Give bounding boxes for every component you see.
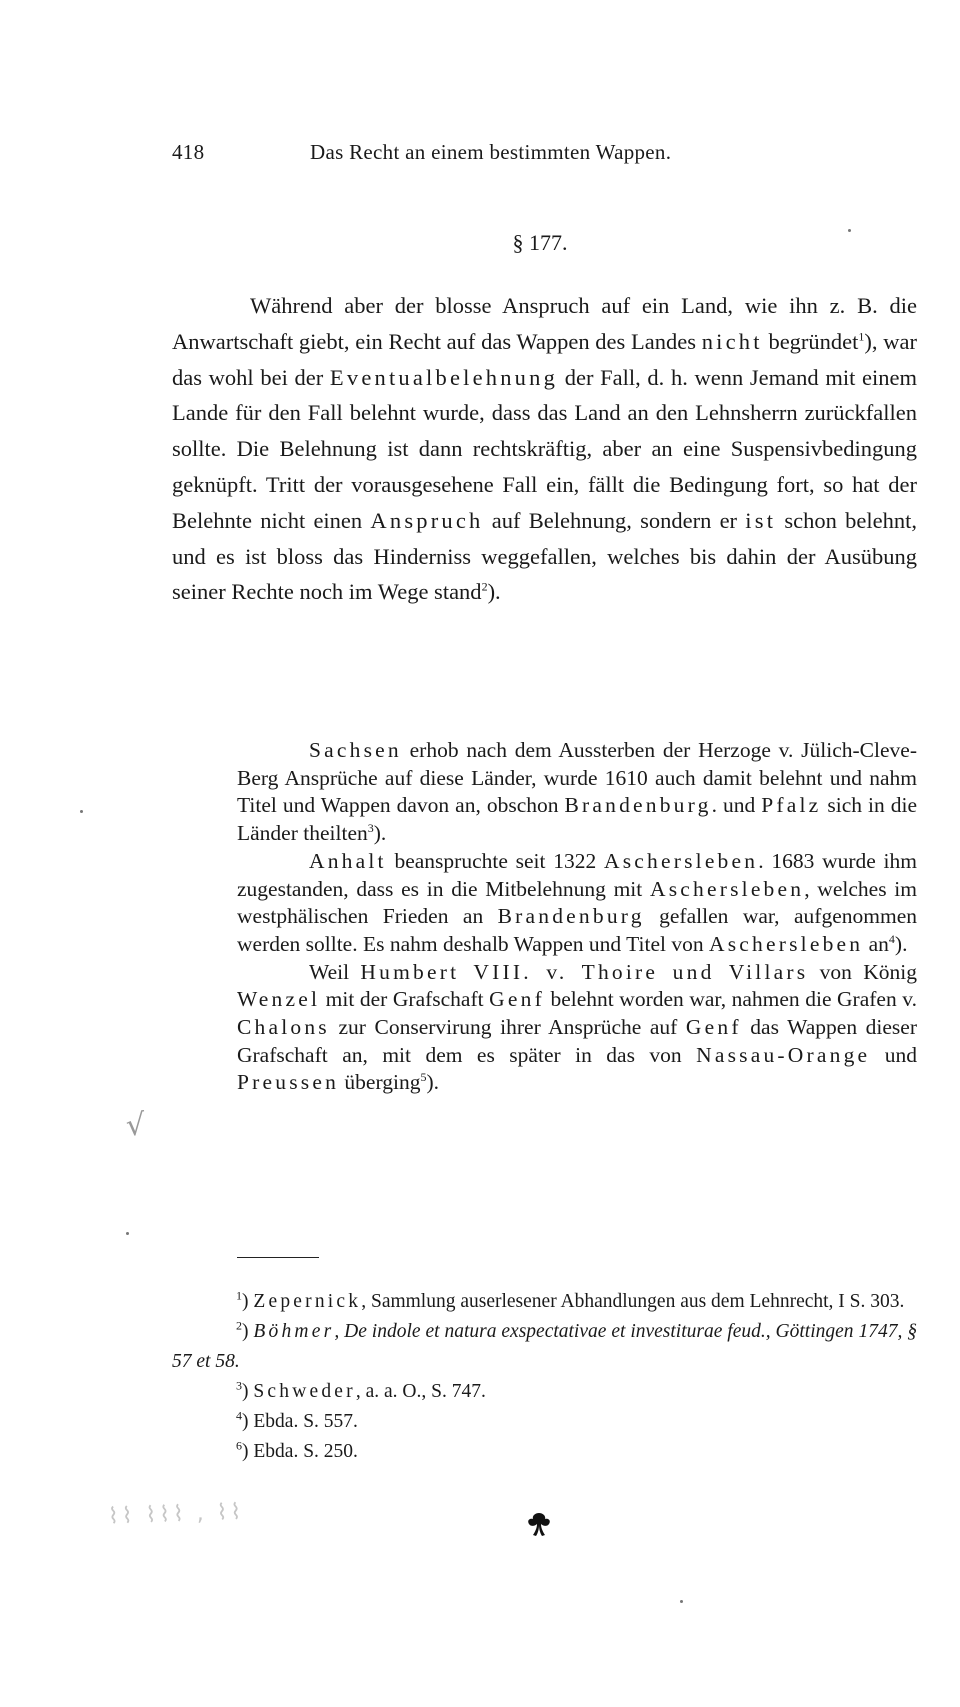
text-run: schon belehnt, und es ist bloss das Hinderniss weggefallen, welches bis dahin der Ausübung seiner Rechte noch im Wege stand <box>172 507 917 605</box>
spaced-term: ist <box>745 507 777 533</box>
fleuron-icon <box>524 1510 554 1545</box>
spaced-term: Aschersleben <box>709 931 864 956</box>
text-run: zur Conservirung ihrer Ansprüche auf <box>329 1015 686 1040</box>
text-run: an <box>863 931 889 956</box>
text-run: und <box>870 1042 917 1067</box>
footnote-ref[interactable]: 2 <box>481 579 488 594</box>
running-title: Das Recht an einem bestimmten Wappen. <box>310 140 672 164</box>
paragraph-1 <box>172 288 917 610</box>
text-run: erhob nach dem Aussterben der Herzoge v. Jülich-Cleve-Berg Ansprüche auf diese Länder, wurde 1610 auch damit belehnt und nahm Titel und Wappen davon an, obschon <box>237 738 917 818</box>
footnote-author: Böhmer <box>253 1321 335 1342</box>
footnote-marker: 3 <box>236 1378 242 1393</box>
text-run: ). <box>373 821 387 846</box>
spaced-term: Genf <box>685 1015 742 1040</box>
spaced-term: Wenzel <box>237 987 321 1012</box>
footnote-author: Schweder <box>253 1381 356 1402</box>
text-run: ). <box>426 1070 440 1095</box>
spaced-term: Chalons <box>237 1015 330 1040</box>
footnotes <box>172 1287 917 1467</box>
footnote-3: $^3$) Schweder, a. a. O., S. 747. <box>236 1378 486 1402</box>
spaced-term: Brandenburg <box>564 793 712 818</box>
paragraph-4 <box>237 959 917 1098</box>
spaced-term: Nassau-Orange <box>696 1042 871 1067</box>
footnote-ref[interactable]: 4 <box>888 931 895 946</box>
text-run: auf Belehnung, sondern er <box>483 507 746 533</box>
footnote-marker: 2 <box>236 1318 242 1333</box>
text-run: ). <box>894 931 908 956</box>
text-run: Weil <box>309 959 361 984</box>
footnote-marker: 1 <box>236 1288 242 1303</box>
text-run: ). <box>487 579 501 605</box>
footnote-text: , De indole et natura exspectativae et investiturae feud., Göttingen 1747, § 57 et 58. <box>172 1321 917 1372</box>
text-run: das Wappen dieser Grafschaft an, mit dem es später in das von <box>237 1015 917 1067</box>
footnote-ref[interactable]: 5 <box>420 1070 427 1085</box>
text-run: begründet <box>762 328 859 354</box>
footnote-text: Ebda. S. 557. <box>253 1411 358 1432</box>
paragraph-3 <box>237 848 917 959</box>
spaced-term: Pfalz <box>761 793 822 818</box>
spaced-term: Preussen <box>237 1070 340 1095</box>
footnote-marker: 4 <box>236 1408 242 1423</box>
speck <box>680 1600 683 1603</box>
footnote-5: $^6$) Ebda. S. 250. <box>236 1438 358 1462</box>
speck <box>126 1232 129 1235</box>
text-run: mit der Grafschaft <box>320 987 490 1012</box>
text-run: von König <box>808 959 918 984</box>
speck <box>848 229 851 232</box>
text-run: ), war das wohl bei der <box>172 328 917 390</box>
text-run: beanspruchte seit 1322 <box>386 848 604 873</box>
spaced-term: Aschersleben <box>603 848 759 873</box>
text-run: . 1683 wurde ihm zugestanden, dass es in die Mitbelehnung mit <box>237 848 917 901</box>
spaced-term: Humbert VIII. v. Thoire und Villars <box>360 959 809 984</box>
footnote-text: Ebda. S. 250. <box>253 1441 358 1462</box>
footnote-ref[interactable]: 3 <box>367 820 374 835</box>
footnote-4: $^4$) Ebda. S. 557. <box>236 1408 358 1432</box>
footnote-2: $^2$) Böhmer, De indole et natura exspectativae et investiturae feud., Göttingen 1747, § 57 et 58. <box>172 1318 917 1372</box>
text-run: belehnt worden war, nahmen die Grafen v. <box>544 987 917 1012</box>
text-run: überging <box>339 1070 421 1095</box>
spaced-term: nicht <box>701 328 763 354</box>
spaced-term: Genf <box>489 987 545 1012</box>
text-run: , welches im westphälischen Frieden an <box>237 876 917 929</box>
pencil-scribble: ⌇⌇ ⌇⌇⌇ , ⌇⌇ <box>107 1499 245 1530</box>
footnote-author: Zepernick <box>253 1291 362 1312</box>
text-run: . und <box>711 793 762 818</box>
text-run: Während aber der blosse Anspruch auf ein Land, wie ihn z. B. die Anwartschaft giebt, ein Recht auf das Wappen des Landes <box>172 293 917 354</box>
spaced-term: Sachsen <box>309 738 402 762</box>
speck <box>80 810 83 813</box>
paragraph-2 <box>237 737 917 848</box>
spaced-term: Aschersleben <box>649 876 805 901</box>
footnote-marker: 6 <box>236 1438 242 1453</box>
footnote-rule <box>237 1257 319 1258</box>
spaced-term: Anspruch <box>370 507 484 533</box>
spaced-term: Eventualbelehnung <box>329 364 559 390</box>
text-run: sich in die Länder theilten <box>237 793 918 846</box>
footnote-1: $^1$) Zepernick, Sammlung auserlesener Abhandlungen aus dem Lehnrecht, I S. 303. <box>236 1288 905 1312</box>
indented-examples <box>237 737 917 1097</box>
footnote-text: , Sammlung auserlesener Abhandlungen aus dem Lehnrecht, I S. 303. <box>361 1291 905 1312</box>
spaced-term: Anhalt <box>309 848 387 873</box>
footnote-text: , a. a. O., S. 747. <box>355 1381 486 1402</box>
spaced-term: Brandenburg <box>497 904 645 929</box>
margin-pencil-check: √ <box>124 1107 147 1144</box>
footnote-ref[interactable]: 1 <box>858 329 865 344</box>
page-number: 418 <box>172 140 205 164</box>
section-heading: § 177. <box>512 230 568 255</box>
main-text <box>172 288 917 610</box>
text-run: der Fall, d. h. wenn Jemand mit einem Lande für den Fall belehnt wurde, dass das Land an den Lehnsherrn zurückfallen sollte. Die Belehnung ist dann rechtskräftig, aber an eine Suspensivbedingung geknüpft. Tritt der vorausgesehene Fall ein, fällt die Bedingung fort, so hat der Belehnte nicht einen <box>172 364 917 533</box>
text-run: gefallen war, aufgenommen werden sollte. Es nahm deshalb Wappen und Titel von <box>237 904 917 956</box>
